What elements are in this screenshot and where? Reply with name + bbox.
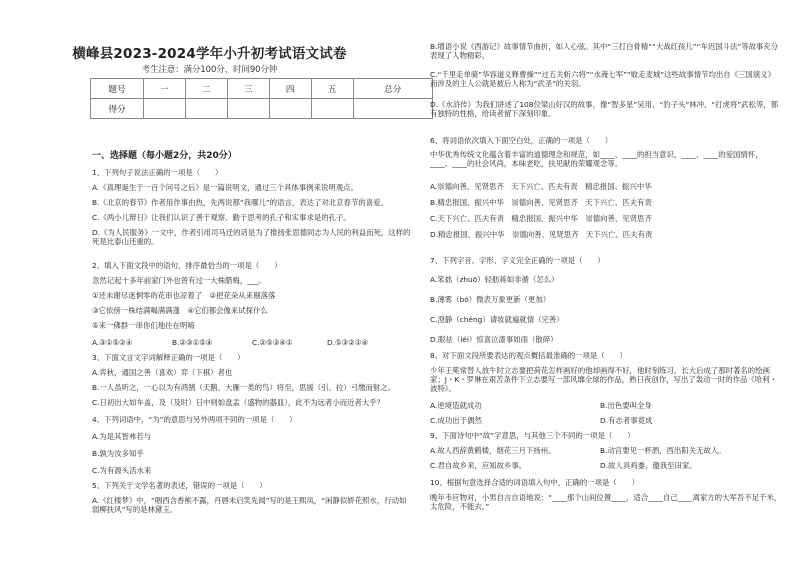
- question-line: C.“千里走单骑”华容道义释曹操”“过五关斩六将”“水淹七军”“败走麦城”这些故事情节均出自《三国演义》而涉及的主人公就是被后人称为“武圣”的关羽。: [430, 70, 775, 88]
- option-b: B.薄雾（bó）微表万象更新（更加）: [430, 295, 551, 304]
- option-a: A.逆境造就成功: [430, 401, 482, 410]
- question-line: A.《红楼梦》中，“咽西含香熊不露，丹唇未启笑先闻”写的是王熙凤，“闲静似娇花照水，行动如弱柳扶风”写的是林黛玉。: [92, 496, 407, 514]
- question-line: ③它依傍一株结满喝满满蓬 ④它们都会像来试探什么: [92, 306, 268, 315]
- question-line: D.《水浒传》为我们讲述了108位梁山好汉的故事，像“智多星”吴用、“豹子头”林冲、“打虎将”武松等，都有独特的性格，给读者留下深刻印象。: [430, 100, 779, 118]
- option-d: D.故人具鸡黍，邀我至田家。: [600, 461, 697, 470]
- question-line: 1、下列句子说法正确的一项是（ ）: [92, 168, 223, 177]
- option-d: D.⑤③②①④: [327, 338, 369, 347]
- question-line: 8、对下面文段所要表达的观点概括最准确的一项是（ ）: [430, 351, 627, 360]
- question-line: 少年王冕常替人放牛时立志要把荷花怎样画好的他却画得不好，他时刻练习，长大后成了那时著名的绘画家；J・K・罗琳在艰苦条件下立志要写一部风靡全球的作品，熟日夜创作，写出了轰动一时的作品《哈利・波特》。: [430, 366, 777, 393]
- option-b: B.动宫要见一杯酒，西出阳关无故人。: [600, 446, 726, 455]
- right-column: [400, 0, 785, 562]
- score-cell: 四: [269, 79, 311, 99]
- question-line: 忽然记起十多年前家门外也曾有过一大株腊梅，___。: [92, 276, 266, 285]
- question-line: 10、根据句意选择合适的词语填入句中，正确的一项是（ ）: [430, 478, 639, 487]
- exam-notice: 考生注意：满分100分，时间90分钟: [141, 64, 278, 74]
- question-line: ⑤来一佛群一串你们地往在明唷: [92, 321, 195, 330]
- question-line: ①还未谢尽迷惘零的花串也凉着了 ②把花朵从来剔落落: [92, 291, 276, 300]
- option-a: A.③①⑤②④: [92, 338, 133, 347]
- score-cell: [227, 99, 269, 119]
- question-line: B.一人虽听之，一心以为有鸿鹄（天鹅、大雁一类的鸟）将至，思援（引、拉）弓缴而射之。: [92, 383, 396, 392]
- score-cell: 五: [311, 79, 353, 99]
- question-line: A.弈秋，通国之善（喜欢）弈（下棋）者也: [92, 368, 233, 377]
- score-cell: [185, 99, 227, 119]
- option-c: C.②⑤③④①: [252, 338, 293, 347]
- left-column: [12, 0, 411, 562]
- question-line: 中华优秀传统文化蕴含着丰富的道德理念和规范，如____、____的担当意识，____、____的爱国情怀，____、____的社会风尚，本味老吃，扶见献的荣耀观念等。: [430, 150, 763, 168]
- option-c: C.澄静（chéng）请妆就遍就情（完善）: [430, 315, 564, 324]
- option-b: B.精忠报国、振兴中华 崇德向善、见贤思齐 天下兴亡、匹夫有责: [430, 198, 652, 207]
- option-a: A.故人西辞黄鹤楼，烟花三月下扬州。: [430, 446, 556, 455]
- score-cell: 题号: [91, 79, 144, 99]
- score-table-row-header: [91, 79, 433, 99]
- question-line: C.日初出大如车盖，及（及时）日中则如盘盂（盛物的器皿），此不为远者小而近者大乎？: [92, 398, 385, 407]
- question-line: 3、下面文言文字词解释正确的一项是（ ）: [92, 353, 245, 362]
- score-cell: [311, 99, 353, 119]
- score-cell: [144, 99, 186, 119]
- question-line: B.孰为汝多知乎: [92, 449, 144, 458]
- option-d: D.精忠报国、振兴中华 崇德向善、见贤思齐 天下兴亡、匹夫有责: [430, 230, 653, 239]
- question-line: C.《两小儿辩日》让我们认识了善于观察、勤于思考的孔子和实事求是的孔子。: [92, 213, 351, 222]
- question-line: 6、将词语依次填入下面空白处，正确的一项是（ ）: [430, 136, 613, 145]
- question-line: C.为有源头活水来: [92, 466, 152, 475]
- option-c: C.君自故乡来，应知故乡事。: [430, 461, 527, 470]
- score-table: [90, 78, 433, 119]
- question-line: 4、下列词语中，“为”的意思与另外两项不同的一项是（ ）: [92, 415, 297, 424]
- question-line: A.《真理诞生于一百个问号之后》是一篇说明文，通过三个具体事例来说明观点。: [92, 183, 358, 192]
- score-cell: 总分: [353, 79, 432, 99]
- score-cell: [269, 99, 311, 119]
- score-cell: 二: [185, 79, 227, 99]
- option-c: C.成功出于偶然: [430, 416, 482, 425]
- question-line: 晚年韦应物对，小男自言自语地说：“____那个山间位置____，适合____自己____离家方的大军吾不足千米，太危险，不能去。”: [430, 493, 782, 511]
- question-line: B.《北京的春节》作者用作事由热，先两说都“我哪儿”的语言，表达了对北京春节的喜爱。: [92, 198, 388, 207]
- question-line: 9、下面诗句中“故”字意思，与其他三个不同的一项是（ ）: [430, 431, 635, 440]
- question-line: 5、下列关于文学名著的表述，错误的一项是（ ）: [92, 481, 267, 490]
- question-line: 2、填入下面文段中的语句，排序最恰当的一项是（ ）: [92, 261, 282, 270]
- section-heading: 一、选择题（每小题2分，共20分）: [92, 151, 237, 161]
- score-cell: 得分: [91, 99, 144, 119]
- score-cell: 三: [227, 79, 269, 99]
- option-d: D.有志者事竟成: [600, 416, 653, 425]
- option-b: B.②③①⑤④: [172, 338, 213, 347]
- exam-title: 横峰县2023-2024学年小升初考试语文试卷: [72, 46, 347, 62]
- question-line: D.《为人民服务》一文中，作者引用司马迁的话是为了推扬张思德同志为人民的利益而死，这样的死是比泰山还重的。: [92, 228, 411, 246]
- option-a: A.崇德向善、见贤思齐 天下兴亡、匹夫有责 精忠报国、振兴中华: [430, 182, 652, 191]
- option-d: D.眼祛（léi）惊喜泣漆事如雨（散碎）: [430, 335, 558, 344]
- score-table-row-values: [91, 99, 433, 119]
- option-c: C.天下兴亡、匹夫有责 精忠报国、振兴中华 崇德向善、见贤思齐: [430, 214, 652, 223]
- option-a: A.笨拙（zhuō）轻舫蒋如非循（怎么）: [430, 275, 559, 284]
- question-line: A.为是其智弗若与: [92, 432, 152, 441]
- question-line: 7、下列字音、字形、字义完全正确的一项是（ ）: [430, 256, 605, 265]
- question-line: B.增语小说《西游记》故事情节曲折，如人心弦。其中“三打白骨精”“大战红孩儿”“车迟国斗法”等故事充分表现了人物精彩。: [430, 42, 779, 60]
- option-b: B.出色要叫全身: [600, 401, 652, 410]
- score-cell: 一: [144, 79, 186, 99]
